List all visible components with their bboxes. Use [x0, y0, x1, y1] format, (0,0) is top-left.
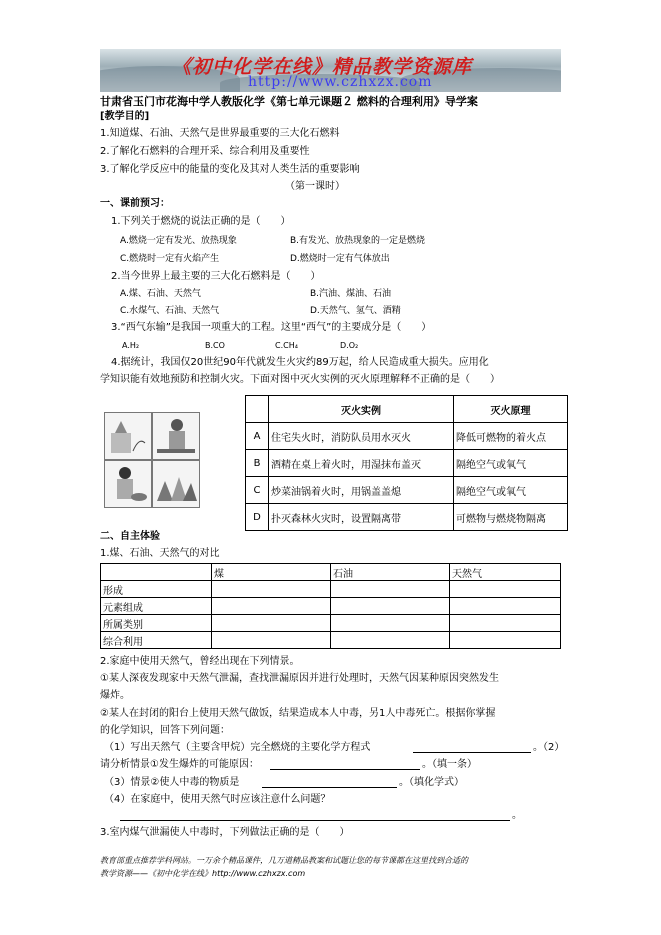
table-header	[101, 564, 212, 581]
option-a: A.H₂	[122, 341, 140, 350]
option-d: D.燃烧时一定有气体放出	[290, 254, 390, 264]
question-stem: 学知识能有效地预防和控制火灾。下面对图中灭火实例的灭火原理解释不正确的是（ ）	[100, 374, 500, 385]
answer-cell[interactable]	[450, 615, 561, 632]
fire-picture-c	[104, 460, 152, 508]
scenario-2: 的化学知识，回答下列问题：	[100, 725, 230, 736]
option-d: D.O₂	[340, 341, 359, 350]
answer-cell[interactable]	[450, 598, 561, 615]
fire-picture-b	[152, 412, 200, 460]
answer-cell[interactable]	[212, 615, 331, 632]
row-label: 综合利用	[101, 632, 212, 649]
fire-principle: 可燃物与燃烧物隔离	[454, 504, 568, 531]
sub-question-3-end: 。（填化学式）	[399, 777, 464, 788]
sub-question-1-end: 。（2）	[533, 742, 565, 753]
question-stem: 2.当今世界上最主要的三大化石燃料是（ ）	[111, 271, 321, 282]
row-label: D	[246, 504, 269, 531]
scenario-2: ②某人在封闭的阳台上使用天然气做饭，结果造成本人中毒，另1人中毒死亡。根据你掌握	[100, 708, 496, 719]
table-header: 灭火实例	[269, 396, 454, 423]
answer-cell[interactable]	[450, 632, 561, 649]
fire-picture-a	[104, 412, 152, 460]
sub-question-4-end: 。	[512, 810, 522, 821]
sub-question-2-end: 。（填一条）	[422, 759, 477, 770]
table-row	[101, 581, 561, 598]
fire-table	[245, 395, 568, 531]
row-label: B	[246, 450, 269, 477]
table-cell	[246, 396, 269, 423]
fire-example: 住宅失火时，消防队员用水灭火	[269, 423, 454, 450]
option-b: B.CO	[205, 341, 225, 350]
scenario-1: ①某人深夜发现家中天然气泄漏，查找泄漏原因并进行处理时，天然气因某种原因突然发生	[100, 673, 499, 684]
table-row	[101, 598, 561, 615]
table-row	[101, 615, 561, 632]
table-header: 煤	[212, 564, 331, 581]
question-stem: 3.室内煤气泄漏使人中毒时，下列做法正确的是（ ）	[100, 827, 350, 838]
row-label: A	[246, 423, 269, 450]
answer-cell[interactable]	[331, 632, 450, 649]
answer-cell[interactable]	[331, 598, 450, 615]
table-header: 石油	[331, 564, 450, 581]
compare-table	[100, 563, 561, 649]
table-row	[246, 504, 568, 531]
sub-question-1: （1）写出天然气（主要含甲烷）完全燃烧的主要化学方程式	[104, 742, 371, 753]
table-row	[246, 477, 568, 504]
fire-illustrations	[104, 412, 200, 508]
sub-question-2: 请分析情景①发生爆炸的可能原因：	[100, 759, 259, 770]
fire-principle: 隔绝空气或氧气	[454, 450, 568, 477]
answer-cell[interactable]	[331, 581, 450, 598]
table-row	[101, 632, 561, 649]
objectives-title: [教学目的]	[100, 111, 150, 122]
table-row	[101, 564, 561, 581]
section-title-preview: 一、课前预习：	[100, 198, 170, 209]
option-d: D.天然气、氢气、酒精	[310, 306, 401, 316]
table-row	[246, 423, 568, 450]
answer-cell[interactable]	[212, 632, 331, 649]
document-heading: 甘肃省玉门市花海中学人教版化学《第七单元课题２ 燃料的合理利用》导学案	[100, 95, 478, 108]
table-row	[246, 450, 568, 477]
row-label: C	[246, 477, 269, 504]
table-header: 天然气	[450, 564, 561, 581]
question-stem: 3.“西气东输”是我国一项重大的工程。这里“西气”的主要成分是（ ）	[111, 322, 432, 333]
scenario-1: 爆炸。	[100, 690, 130, 701]
banner-url[interactable]: http://www.czhxzx.com	[248, 74, 433, 90]
option-b: B.有发光、放热现象的一定是燃烧	[290, 236, 426, 246]
footer-text: 教育部重点推荐学科网站。一万余个精品课件，几万道精品教案和试题让您的每节课都在这里找到合适的	[100, 856, 468, 865]
scenario-intro: 2.家庭中使用天然气，曾经出现在下列情景。	[100, 656, 300, 667]
row-label: 形成	[101, 581, 212, 598]
option-b: B.汽油、煤油、石油	[310, 289, 392, 299]
lesson-label: （第一课时）	[285, 181, 345, 192]
fire-example: 炒菜油锅着火时，用锅盖盖熄	[269, 477, 454, 504]
sub-question-3: （3）情景②使人中毒的物质是	[104, 777, 240, 788]
footer-link[interactable]: 教学资源——《初中化学在线》http://www.czhxzx.com	[100, 869, 306, 878]
answer-blank[interactable]	[262, 787, 397, 788]
option-a: A.燃烧一定有发光、放热现象	[120, 236, 237, 246]
fire-principle: 隔绝空气或氧气	[454, 477, 568, 504]
answer-blank[interactable]	[413, 752, 531, 753]
row-label: 所属类别	[101, 615, 212, 632]
option-a: A.煤、石油、天然气	[120, 289, 201, 299]
fire-picture-d	[152, 460, 200, 508]
table-header: 灭火原理	[454, 396, 568, 423]
section-title-self: 二、自主体验	[100, 531, 160, 542]
row-label: 元素组成	[101, 598, 212, 615]
option-c: C.CH₄	[275, 341, 298, 350]
question-stem: 4.据统计，我国仅20世纪90年代就发生火灾约89万起，给人民造成重大损失。应用化	[111, 357, 489, 368]
fire-principle: 降低可燃物的着火点	[454, 423, 568, 450]
objective-item: 2.了解化石燃料的合理开采、综合利用及重要性	[100, 146, 310, 157]
objective-item: 3.了解化学反应中的能量的变化及其对人类生活的重要影响	[100, 164, 360, 175]
answer-blank[interactable]	[270, 769, 420, 770]
answer-blank[interactable]	[120, 820, 510, 821]
question-stem: 1.下列关于燃烧的说法正确的是（ ）	[111, 216, 291, 227]
answer-cell[interactable]	[450, 581, 561, 598]
compare-title: 1.煤、石油、天然气的对比	[100, 548, 220, 559]
option-c: C.水煤气、石油、天然气	[120, 306, 220, 316]
fire-example: 扑灭森林火灾时，设置隔离带	[269, 504, 454, 531]
objective-item: 1.知道煤、石油、天然气是世界最重要的三大化石燃料	[100, 128, 340, 139]
banner-title: 《初中化学在线》精品教学资源库	[172, 56, 473, 78]
option-c: C.燃烧时一定有火焰产生	[120, 254, 220, 264]
answer-cell[interactable]	[212, 581, 331, 598]
fire-example: 酒精在桌上着火时，用湿抹布盖灭	[269, 450, 454, 477]
answer-cell[interactable]	[212, 598, 331, 615]
header-banner	[100, 49, 561, 92]
sub-question-4: （4）在家庭中，使用天然气时应该注意什么问题？	[104, 794, 331, 805]
answer-cell[interactable]	[331, 615, 450, 632]
